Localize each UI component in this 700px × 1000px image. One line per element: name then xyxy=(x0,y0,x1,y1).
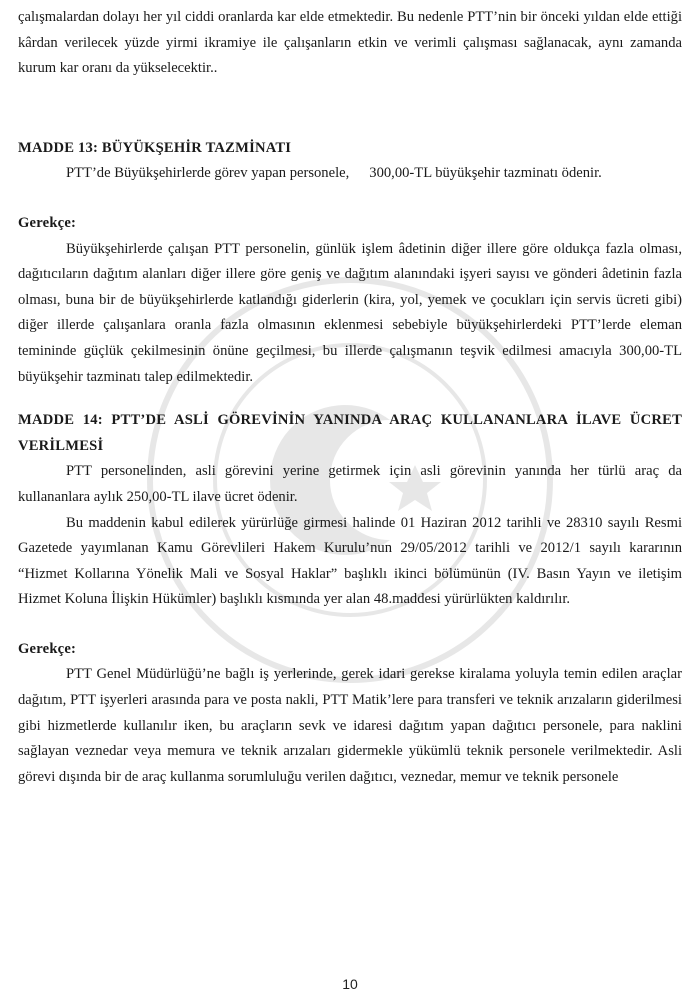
madde-13-gerekce-text: Büyükşehirlerde çalışan PTT personelin, günlük işlem âdetinin diğer illere göre oldukça fazla olması, dağıtıcıların dağıtım alanları diğer illere göre geniş ve dağıtım alanındaki işyeri sayısı ve gönderi âdetinin fazla olması, buna bir de büyükşehirlerde katlandığı giderlerin (kira, yol, yemek ve çocukları için servis ücreti gibi) diğer illerde çalışanlara oranla fazla olmasının eklenmesi sebebiyle büyükşehirlerdeki PTT’lerde eleman temininde güçlük çekilmesinin önüne geçilmesi, bu illerde çalışmanın teşvik edilmesi amacıyla 300,00-TL büyükşehir tazminatı talep edilmektedir. xyxy=(18,240,682,385)
document-page xyxy=(18,0,682,790)
madde-13-gerekce-label: Gerekçe: xyxy=(18,214,77,231)
madde-14-gerekce-label: Gerekçe: xyxy=(18,640,77,657)
madde-14-text-2: Bu maddenin kabul edilerek yürürlüğe girmesi halinde 01 Haziran 2012 tarihli ve 28310 sayılı Resmi Gazetede yayımlanan Kamu Görevlileri Hakem Kurulu’nun 29/05/2012 tarihli ve 2012/1 sayılı kararının “Hizmet Kollarına Yönelik Mali ve Sosyal Haklar” başlıklı ikinci bölümünün (IV. Basın Yayın ve iletişim Hizmet Koluna İlişkin Hükümler) başlıklı kısmında yer alan 48.maddesi yürürlükten kaldırılır. xyxy=(18,514,682,608)
madde-13-text: PTT’de Büyükşehirlerde görev yapan personele, 300,00-TL büyükşehir tazminatı ödenir. xyxy=(66,165,602,182)
madde-14-text-1: PTT personelinden, asli görevini yerine getirmek için asli görevinin yanında her türlü araç da kullananlara aylık 250,00-TL ilave ücret ödenir. xyxy=(18,463,682,505)
intro-paragraph: çalışmalardan dolayı her yıl ciddi oranlarda kar elde etmektedir. Bu nedenle PTT’nin bir önceki yıldan elde ettiği kârdan verilecek yüzde yirmi ikramiye ile çalışanların etkin ve verimli çalışması sağlanacak, aynı zamanda kurum kar oranı da yükselecektir.. xyxy=(18,9,682,77)
madde-13-heading: MADDE 13: BÜYÜKŞEHİR TAZMİNATI xyxy=(18,139,292,156)
page-number: 10 xyxy=(342,976,358,992)
madde-14-gerekce-text: PTT Genel Müdürlüğü’ne bağlı iş yerlerinde, gerek idari gerekse kiralama yoluyla temin edilen araçlar dağıtım, PTT işyerleri arasında para ve posta nakli, PTT Matik’lere para transferi ve teknik arızaların giderilmesi gibi hizmetlerde kullanılır iken, bu araçların sevk ve idaresi dağıtım yapan dağıtıcı personele, para naklini sağlayan veznedar veya memura ve teknik arızaları gidermekle yükümlü teknik personele verilmektedir. Asli görevi dışında bir de araç kullanma sorumluluğu verilen dağıtıcı, veznedar, memur ve teknik personele xyxy=(18,666,682,785)
madde-14-heading: MADDE 14: PTT’DE ASLİ GÖREVİNİN YANINDA ARAÇ KULLANANLARA İLAVE ÜCRET VERİLMESİ xyxy=(18,412,682,454)
